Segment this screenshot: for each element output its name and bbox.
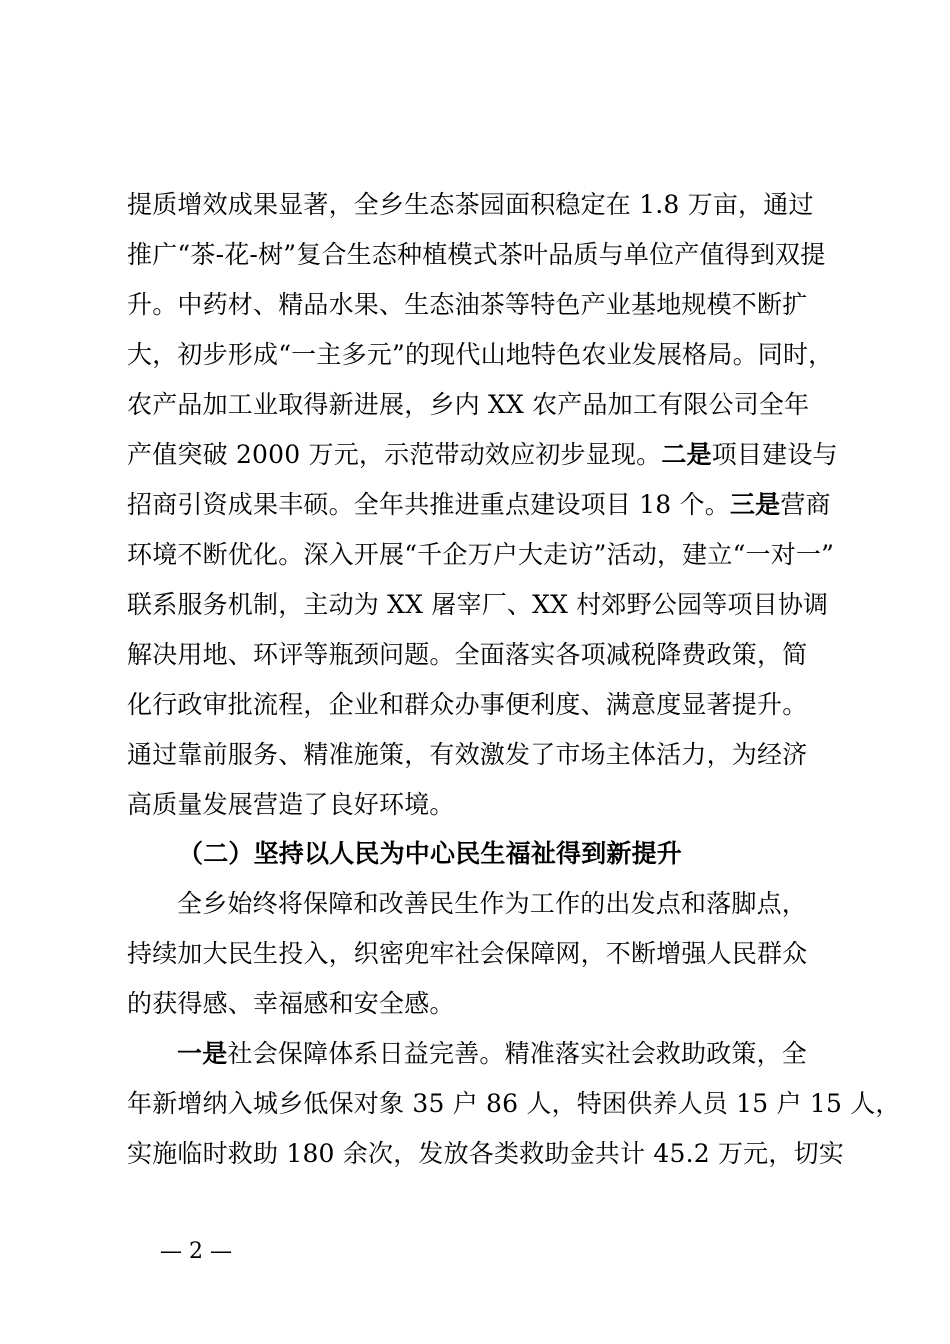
body-text-line: 持续加大民生投入，织密兜牢社会保障网，不断增强人民群众: [127, 939, 808, 968]
body-text-line: 全乡始终将保障和改善民生作为工作的出发点和落脚点，: [177, 889, 808, 918]
body-text-line: 年新增纳入城乡低保对象 35 户 86 人，特困供养人员 15 户 15 人，: [127, 1089, 901, 1118]
bold-label: 三是: [729, 490, 781, 519]
body-text-line: 联系服务机制，主动为 XX 屠宰厂、XX 村郊野公园等项目协调: [127, 590, 829, 619]
text-segment: 招商引资成果丰硕。全年共推进重点建设项目 18 个。: [127, 490, 730, 519]
body-text-line: 环境不断优化。深入开展“千企万户大走访”活动，建立“一对一”: [127, 540, 835, 569]
body-text-line: 大，初步形成“一主多元”的现代山地特色农业发展格局。同时，: [127, 340, 834, 369]
text-segment: 项目建设与: [711, 440, 838, 469]
text-segment: 营商: [780, 490, 831, 519]
bold-label: 一是: [177, 1039, 228, 1068]
body-text-line: 实施临时救助 180 余次，发放各类救助金共计 45.2 万元，切实: [127, 1139, 844, 1168]
body-text-line: [127, 480, 837, 530]
page-number: — 2 —: [160, 1239, 232, 1264]
body-text-line: 解决用地、环评等瓶颈问题。全面落实各项减税降费政策，简: [127, 640, 808, 669]
body-text-line: 高质量发展营造了良好环境。: [127, 790, 455, 819]
body-text-line: 推广“茶-花-树”复合生态种植模式茶叶品质与单位产值得到双提: [127, 240, 826, 269]
text-segment: 产值突破 2000 万元，示范带动效应初步显现。: [127, 440, 662, 469]
body-text-line: [127, 430, 837, 480]
body-text-line: 农产品加工业取得新进展，乡内 XX 农产品加工有限公司全年: [127, 390, 810, 419]
body-text-line: 升。中药材、精品水果、生态油茶等特色产业基地规模不断扩: [127, 290, 808, 319]
body-text-line: 的获得感、幸福感和安全感。: [127, 989, 455, 1018]
body-text-line: [177, 1029, 837, 1079]
section-heading: （二）坚持以人民为中心民生福祉得到新提升: [178, 839, 683, 868]
body-text-line: 提质增效成果显著，全乡生态茶园面积稳定在 1.8 万亩，通过: [127, 190, 814, 219]
text-segment: 社会保障体系日益完善。精准落实社会救助政策，全: [227, 1039, 808, 1068]
body-text-line: 化行政审批流程，企业和群众办事便利度、满意度显著提升。: [127, 690, 808, 719]
body-text-line: 通过靠前服务、精准施策，有效激发了市场主体活力，为经济: [127, 740, 808, 769]
bold-label: 二是: [661, 440, 712, 469]
